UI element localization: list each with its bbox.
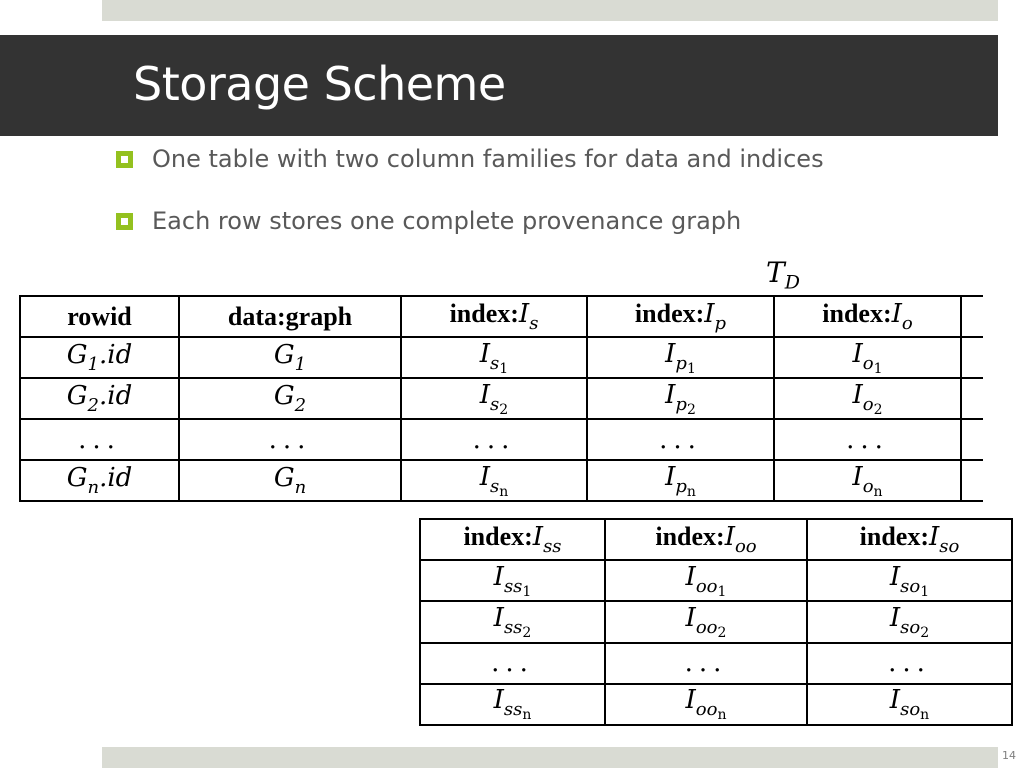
- table-cell-truncated: [961, 337, 983, 378]
- cell-sub-subscript: 1: [522, 583, 532, 600]
- column-header: [807, 519, 1012, 560]
- column-header: [774, 296, 961, 337]
- cell-sub-subscript: 2: [499, 401, 509, 418]
- cell-symbol: I: [493, 561, 504, 592]
- table-cell: [20, 337, 179, 378]
- cell-suffix: .id: [99, 463, 133, 493]
- table-cell: [807, 643, 1012, 684]
- table-cell: [179, 419, 401, 460]
- cell-subscript: 2: [294, 395, 307, 416]
- header-variable: I: [928, 522, 940, 552]
- cell-sub-subscript: 2: [717, 624, 727, 641]
- cell-subscript: oon: [695, 699, 727, 724]
- cell-symbol: I: [889, 561, 901, 592]
- cell-symbol: I: [665, 461, 676, 492]
- table-cell: [20, 460, 179, 501]
- table-cell: [587, 337, 774, 378]
- cell-subscript: p1: [675, 352, 696, 377]
- header-prefix: rowid: [67, 301, 132, 331]
- table-cell: [774, 378, 961, 419]
- table-cell: [420, 684, 605, 725]
- table-cell: [420, 643, 605, 684]
- cell-sub-subscript: 2: [522, 624, 532, 641]
- cell-subscript: n: [87, 477, 100, 498]
- table-cell: [20, 419, 179, 460]
- header-subscript: o: [901, 313, 913, 334]
- table-cell: [587, 460, 774, 501]
- top-decor-strip: [102, 0, 998, 21]
- table-cell: [401, 337, 587, 378]
- table-cell: [605, 643, 807, 684]
- table-cell: [420, 601, 605, 642]
- header-prefix: index:: [463, 522, 533, 551]
- header-subscript: ss: [543, 536, 562, 557]
- table-row: [20, 337, 983, 378]
- table-cell: [605, 601, 807, 642]
- cell-subscript: so2: [900, 616, 930, 641]
- table-cell: [807, 601, 1012, 642]
- bullet-item: [116, 207, 741, 235]
- ellipsis: ...: [491, 648, 534, 679]
- table-cell: [774, 460, 961, 501]
- column-header: [179, 296, 401, 337]
- header-subscript: oo: [734, 536, 757, 557]
- cell-subscript: s1: [490, 352, 509, 377]
- cell-sub-subscript: 1: [499, 360, 509, 377]
- cell-symbol: I: [493, 685, 504, 716]
- cell-subscript: 1: [87, 354, 99, 375]
- table-cell-truncated: [961, 419, 983, 460]
- cell-subscript: on: [862, 475, 883, 500]
- cell-subscript: 2: [87, 395, 99, 416]
- table-row: [420, 684, 1012, 725]
- cell-subscript: son: [900, 699, 930, 724]
- cell-symbol: I: [852, 379, 863, 410]
- cell-sub-subscript: 2: [873, 401, 883, 418]
- header-variable: I: [891, 299, 902, 329]
- cell-sub-subscript: 2: [686, 401, 696, 418]
- cell-sub-subscript: n: [920, 707, 930, 724]
- ellipsis: ...: [268, 424, 312, 455]
- cell-symbol: I: [685, 685, 696, 716]
- header-prefix: index:: [859, 522, 929, 551]
- table-cell: [587, 419, 774, 460]
- cell-sub-subscript: n: [873, 483, 883, 500]
- table-row: [20, 419, 983, 460]
- cell-sub-subscript: 1: [920, 583, 930, 600]
- table-label: [766, 256, 800, 294]
- ellipsis: ...: [684, 648, 728, 679]
- ellipsis: ...: [472, 424, 516, 455]
- ellipsis: ...: [78, 424, 121, 455]
- cell-subscript: o1: [862, 352, 883, 377]
- column-header: [401, 296, 587, 337]
- cell-symbol: I: [665, 338, 676, 369]
- cell-symbol: I: [685, 561, 696, 592]
- table-row: [420, 601, 1012, 642]
- header-subscript: p: [714, 313, 727, 334]
- cell-symbol: I: [852, 338, 863, 369]
- table-cell: [179, 378, 401, 419]
- header-variable: I: [704, 299, 715, 329]
- cell-subscript: n: [294, 477, 307, 498]
- table-cell: [401, 419, 587, 460]
- cell-symbol: G: [273, 381, 295, 411]
- table-label-subscript: D: [784, 271, 800, 294]
- cell-subscript: ss2: [503, 616, 532, 641]
- cell-suffix: .id: [99, 381, 133, 411]
- column-header-truncated: [961, 296, 983, 337]
- column-header: [20, 296, 179, 337]
- header-subscript: s: [529, 313, 539, 334]
- cell-sub-subscript: 1: [873, 360, 883, 377]
- cell-sub-subscript: 2: [920, 624, 930, 641]
- table-cell: [807, 560, 1012, 601]
- ellipsis: ...: [888, 648, 931, 679]
- cell-subscript: pn: [675, 475, 696, 500]
- column-header: [420, 519, 605, 560]
- header-prefix: data:graph: [227, 301, 353, 331]
- header-prefix: index:: [634, 299, 705, 328]
- column-header: [587, 296, 774, 337]
- cell-suffix: .id: [99, 340, 133, 370]
- table-cell: [420, 560, 605, 601]
- table-cell: [587, 378, 774, 419]
- bottom-decor-strip: [102, 747, 998, 768]
- header-variable: I: [532, 522, 544, 552]
- cell-symbol: G: [66, 463, 88, 493]
- cell-symbol: I: [665, 379, 676, 410]
- cell-symbol: I: [889, 685, 901, 716]
- cell-symbol: I: [479, 338, 491, 369]
- header-variable: I: [724, 522, 735, 552]
- table-header-row: [20, 296, 983, 337]
- header-variable: I: [518, 299, 530, 329]
- column-header: [605, 519, 807, 560]
- header-prefix: index:: [822, 299, 892, 328]
- table-cell: [774, 337, 961, 378]
- bullet-text: One table with two column families for data and indices: [152, 145, 824, 173]
- cell-symbol: I: [479, 379, 491, 410]
- header-subscript: so: [939, 536, 960, 557]
- cell-subscript: ss1: [503, 575, 532, 600]
- table-cell: [179, 337, 401, 378]
- cell-subscript: sn: [490, 475, 509, 500]
- index-table: [419, 518, 1013, 726]
- cell-sub-subscript: 1: [717, 583, 727, 600]
- table-cell: [774, 419, 961, 460]
- cell-symbol: G: [273, 463, 295, 493]
- cell-symbol: I: [852, 461, 863, 492]
- header-prefix: index:: [449, 299, 519, 328]
- cell-subscript: so1: [900, 575, 930, 600]
- page-number: 14: [1002, 749, 1016, 762]
- bullet-item: [116, 145, 824, 173]
- cell-symbol: I: [493, 602, 504, 633]
- cell-sub-subscript: n: [499, 483, 509, 500]
- cell-subscript: o2: [862, 393, 883, 418]
- cell-subscript: oo1: [695, 575, 727, 600]
- table-label-base: T: [766, 256, 785, 289]
- cell-symbol: I: [889, 602, 901, 633]
- cell-subscript: ssn: [503, 699, 532, 724]
- ellipsis: ...: [659, 424, 702, 455]
- cell-sub-subscript: 1: [686, 360, 696, 377]
- table-cell-truncated: [961, 378, 983, 419]
- cell-subscript: oo2: [695, 616, 727, 641]
- table-cell: [179, 460, 401, 501]
- table-row: [20, 460, 983, 501]
- cell-subscript: s2: [490, 393, 509, 418]
- cell-sub-subscript: n: [686, 483, 696, 500]
- cell-symbol: G: [66, 340, 88, 370]
- table-cell: [605, 560, 807, 601]
- table-cell: [605, 684, 807, 725]
- cell-symbol: G: [273, 340, 295, 370]
- ellipsis: ...: [846, 424, 889, 455]
- table-row: [420, 560, 1012, 601]
- cell-subscript: 1: [294, 354, 307, 375]
- table-cell: [20, 378, 179, 419]
- header-prefix: index:: [655, 522, 725, 551]
- table-header-row: [420, 519, 1012, 560]
- data-table: [19, 295, 983, 502]
- cell-symbol: I: [685, 602, 696, 633]
- table-cell: [401, 378, 587, 419]
- square-bullet-icon: [116, 151, 133, 168]
- table-row: [20, 378, 983, 419]
- table-row: [420, 643, 1012, 684]
- cell-sub-subscript: n: [717, 707, 727, 724]
- slide-title: Storage Scheme: [133, 57, 506, 111]
- table-cell: [401, 460, 587, 501]
- bullet-text: Each row stores one complete provenance graph: [152, 207, 742, 235]
- table-cell: [807, 684, 1012, 725]
- cell-sub-subscript: n: [522, 707, 532, 724]
- cell-symbol: G: [66, 381, 88, 411]
- cell-subscript: p2: [675, 393, 696, 418]
- cell-symbol: I: [479, 461, 490, 492]
- square-bullet-icon: [116, 213, 133, 230]
- table-cell-truncated: [961, 460, 983, 501]
